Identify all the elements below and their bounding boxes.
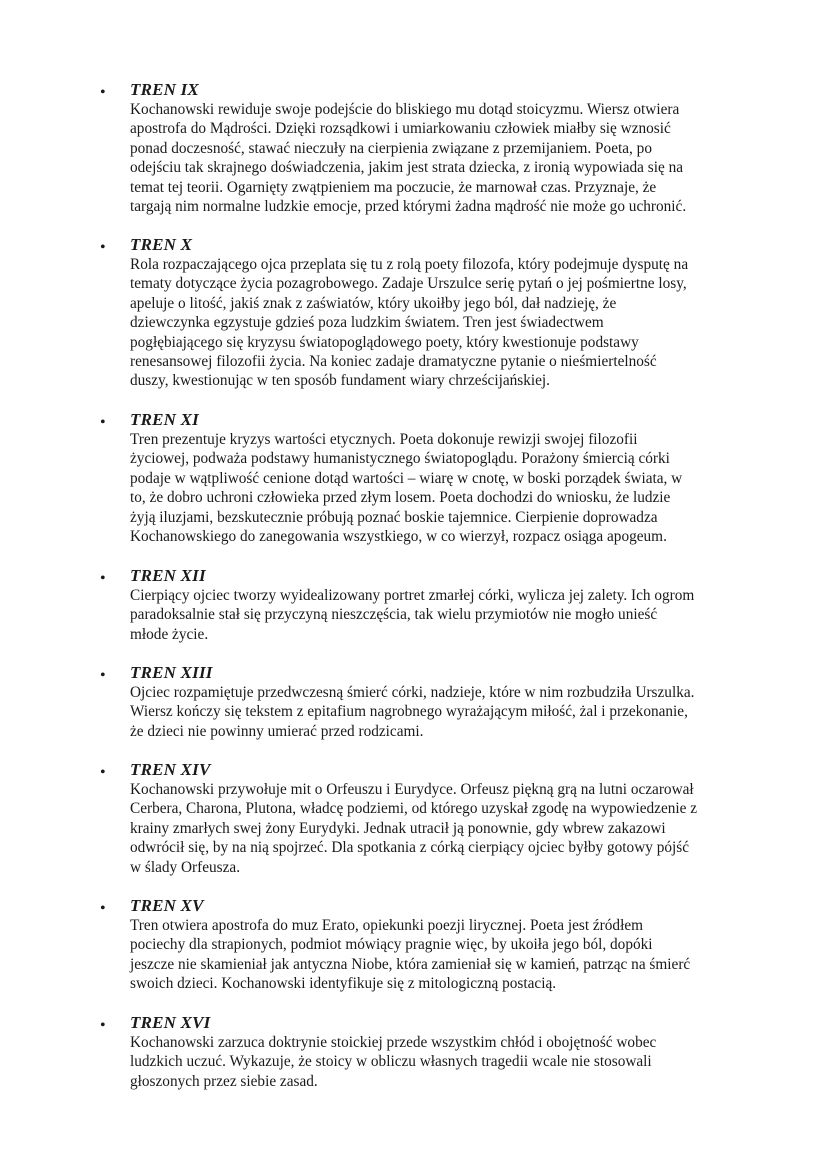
section-text: Ojciec rozpamiętuje przedwczesną śmierć córki, nadzieje, które w nim rozbudziła Urszulka. Wiersz kończy się tekstem z epitafium nagrobnego wyrażającym miłość, żal i przekonanie, że dzieci nie powinny umierać przed rodzicami. — [130, 684, 695, 740]
section-text: Kochanowski przywołuje mit o Orfeuszu i Eurydyce. Orfeusz piękną grą na lutni oczarował Cerbera, Charona, Plutona, władcę podziemi, od którego uzyskał zgodę na wypowiedzenie z krainy zmarłych swej żony Eurydyki. Jednak utracił ją ponownie, gdy wbrew zakazowi odwrócił się, by na nią spojrzeć. Dla spotkania z córką cierpiący ojciec byłby gotowy pójść w ślady Orfeusza. — [130, 781, 698, 876]
section-title: TREN XIII — [130, 663, 213, 682]
section-text: Tren otwiera apostrofa do muz Erato, opiekunki poezji lirycznej. Poeta jest źródłem pociechy dla strapionych, podmiot mówiący pragnie więc, by ukoiła jego ból, dopóki jeszcze nie skamieniał jak antyczna Niobe, która zamieniał się w kamień, patrząc na śmierć swoich dzieci. Kochanowski identyfikuje się z mitologiczną postacią. — [130, 917, 691, 993]
section-text: Tren prezentuje kryzys wartości etycznych. Poeta dokonuje rewizji swojej filozofii życiowej, podważa podstawy humanistycznego światopoglądu. Porażony śmiercią córki podaje w wątpliwość cenione dotąd wartości – wiarę w cnotę, w boski porządek świata, w to, że dobro uchroni człowieka przed złym losem. Poeta dochodzi do wniosku, że ludzie żyją iluzjami, bezskutecznie próbują poznać boskie tajemnice. Cierpienie doprowadza Kochanowskiego do zanegowania wszystkiego, w co wierzył, rozpacz osiąga apogeum. — [130, 431, 683, 546]
section-title: TREN XV — [130, 896, 204, 915]
bullet: • — [100, 764, 106, 781]
bullet: • — [100, 570, 106, 587]
section-text: Kochanowski zarzuca doktrynie stoickiej przede wszystkim chłód i obojętność wobec ludzkich uczuć. Wykazuje, że stoicy w obliczu własnych tragedii wcale nie stosowali głoszonych przez siebie zasad. — [130, 1034, 657, 1090]
bullet: • — [100, 667, 106, 684]
section-text: Rola rozpaczającego ojca przeplata się tu z rolą poety filozofa, który podejmuje dysputę na tematy dotyczące życia pozagrobowego. Zadaje Urszulce serię pytań o jej pośmiertne losy, apeluje o litość, jakiś znak z zaświatów, który ukoiłby jego ból, dał nadzieję, że dziewczynka egzystuje gdzieś poza ludzkim światem. Tren jest świadectwem pogłębiającego się kryzysu światopoglądowego poety, który kwestionuje podstawy renesansowej filozofii życia. Na koniec zadaje dramatyczne pytanie o nieśmiertelność duszy, kwestionując w ten sposób fundament wiary chrześcijańskiej. — [130, 256, 689, 390]
section-title: TREN XI — [130, 410, 199, 429]
bullet: • — [100, 414, 106, 431]
bullet: • — [100, 239, 106, 256]
bullet: • — [100, 900, 106, 917]
bullet: • — [100, 84, 106, 101]
section-title: TREN IX — [130, 80, 199, 99]
section-text: Kochanowski rewiduje swoje podejście do bliskiego mu dotąd stoicyzmu. Wiersz otwiera apostrofa do Mądrości. Dzięki rozsądkowi i umiarkowaniu człowiek miałby się wznosić ponad doczesność, stawać nieczuły na cierpienia związane z przemijaniem. Poeta, po odejściu tak skrajnego doświadczenia, jakim jest strata dziecka, z ironią wypowiada się na temat tej teorii. Ogarnięty zwątpieniem ma poczucie, że marnował czas. Przyznaje, że targają nim normalne ludzkie emocje, przed którymi żadna mądrość nie może go uchronić. — [130, 101, 687, 216]
section-title: TREN XII — [130, 566, 206, 585]
bullet: • — [100, 1017, 106, 1034]
section-text: Cierpiący ojciec tworzy wyidealizowany portret zmarłej córki, wylicza jej zalety. Ich ogrom paradoksalnie stał się przyczyną nieszczęścia, tak wielu przymiotów nie mogło unieść młode życie. — [130, 587, 695, 643]
section-title: TREN X — [130, 235, 193, 254]
section-title: TREN XIV — [130, 760, 211, 779]
section-title: TREN XVI — [130, 1013, 211, 1032]
